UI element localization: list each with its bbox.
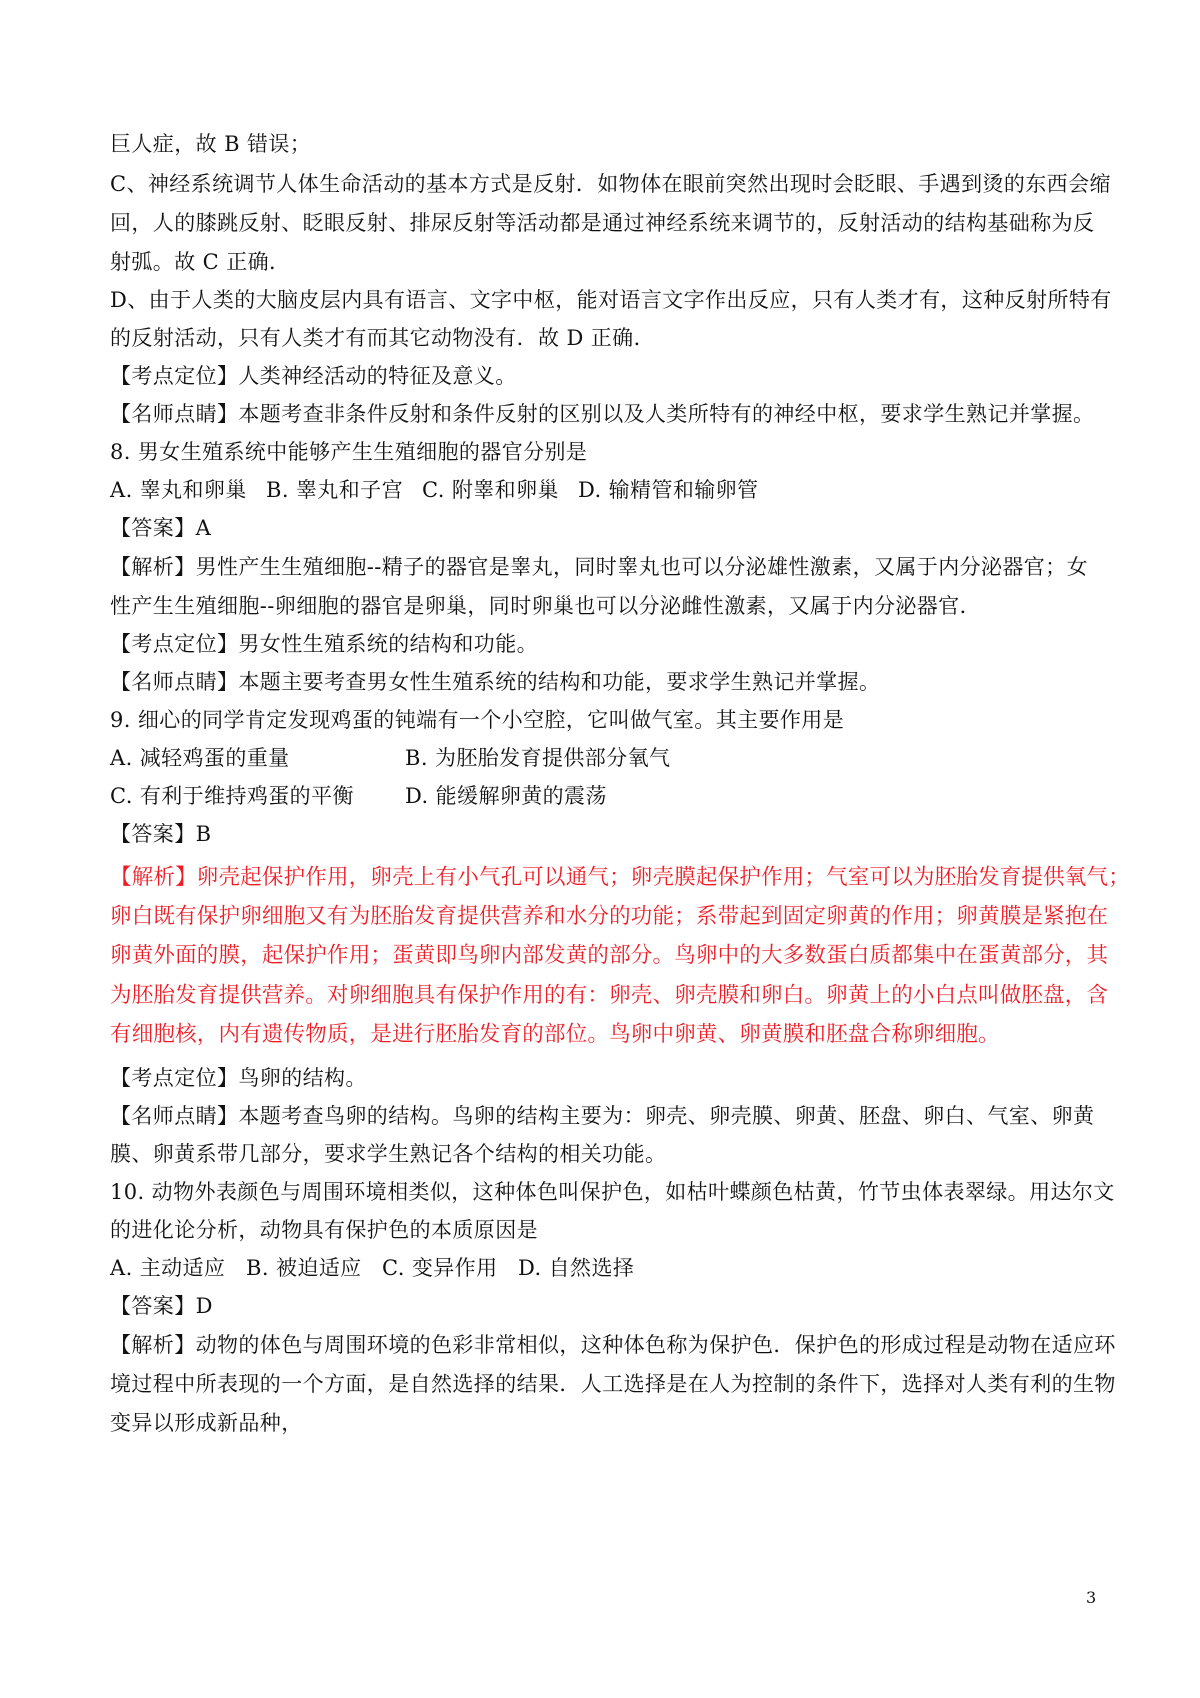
q9-tip: 【名师点睛】本题考查鸟卵的结构。鸟卵的结构主要为：卵壳、卵壳膜、卵黄、胚盘、卵白、气室、卵黄 bbox=[110, 1104, 1095, 1128]
q10-options bbox=[110, 1254, 634, 1282]
question-10: 10. 动物外表颜色与周围环境相类似，这种体色叫保护色，如枯叶蝶颜色枯黄，竹节虫体表翠绿。用达尔文 bbox=[110, 1180, 1115, 1204]
q9-answer: 【答案】B bbox=[110, 822, 212, 846]
q10-analysis: 【解析】动物的体色与周围环境的色彩非常相似，这种体色称为保护色．保护色的形成过程是动物在适应环 bbox=[110, 1333, 1116, 1357]
option-b: B. 为胚胎发育提供部分氧气 bbox=[405, 746, 671, 770]
q9-tip: 膜、卵黄系带几部分，要求学生熟记各个结构的相关功能。 bbox=[110, 1142, 667, 1166]
q10-answer: 【答案】D bbox=[110, 1294, 213, 1318]
text-line: 【考点定位】人类神经活动的特征及意义。 bbox=[110, 364, 517, 388]
text-line: 巨人症，故 B 错误； bbox=[110, 132, 312, 156]
q9-analysis: 有细胞核，内有遗传物质，是进行胚胎发育的部位。鸟卵中卵黄、卵黄膜和胚盘合称卵细胞。 bbox=[110, 1022, 1000, 1047]
q9-point: 【考点定位】鸟卵的结构。 bbox=[110, 1066, 367, 1090]
page-number: 3 bbox=[1086, 1588, 1097, 1607]
q9-options-row1 bbox=[110, 744, 670, 772]
q9-options-row2 bbox=[110, 782, 607, 810]
q10-analysis: 变异以形成新品种， bbox=[110, 1411, 303, 1435]
q9-analysis: 【解析】卵壳起保护作用，卵壳上有小气孔可以通气；卵壳膜起保护作用；气室可以为胚胎发育提供氧气； bbox=[110, 865, 1130, 890]
text-line: 的反射活动，只有人类才有而其它动物没有．故 D 正确． bbox=[110, 326, 655, 350]
question-9: 9. 细心的同学肯定发现鸡蛋的钝端有一个小空腔，它叫做气室。其主要作用是 bbox=[110, 708, 845, 732]
q8-analysis: 【解析】男性产生生殖细胞--精子的器官是睾丸，同时睾丸也可以分泌雄性激素，又属于内分泌器官；女 bbox=[110, 555, 1088, 579]
q8-tip: 【名师点睛】本题主要考查男女性生殖系统的结构和功能，要求学生熟记并掌握。 bbox=[110, 670, 881, 694]
question-8: 8. 男女生殖系统中能够产生生殖细胞的器官分别是 bbox=[110, 440, 588, 464]
q8-options bbox=[110, 476, 758, 504]
q8-point: 【考点定位】男女性生殖系统的结构和功能。 bbox=[110, 632, 538, 656]
q9-analysis: 为胚胎发育提供营养。对卵细胞具有保护作用的有：卵壳、卵壳膜和卵白。卵黄上的小白点叫做胚盘，含 bbox=[110, 983, 1109, 1008]
option-b: B. 睾丸和子宫 bbox=[266, 478, 403, 502]
text-line: 射弧。故 C 正确． bbox=[110, 250, 291, 274]
q10-analysis: 境过程中所表现的一个方面，是自然选择的结果．人工选择是在人为控制的条件下，选择对人类有利的生物 bbox=[110, 1372, 1116, 1396]
text-line: C、神经系统调节人体生命活动的基本方式是反射．如物体在眼前突然出现时会眨眼、手遇到烫的东西会缩 bbox=[110, 172, 1111, 196]
option-d: D. 自然选择 bbox=[518, 1256, 635, 1280]
q8-answer: 【答案】A bbox=[110, 516, 212, 540]
option-a: A. 睾丸和卵巢 bbox=[110, 478, 247, 502]
option-c: C. 变异作用 bbox=[382, 1256, 498, 1280]
text-line: D、由于人类的大脑皮层内具有语言、文字中枢，能对语言文字作出反应，只有人类才有，这种反射所特有 bbox=[110, 288, 1112, 312]
text-line: 回，人的膝跳反射、眨眼反射、排尿反射等活动都是通过神经系统来调节的，反射活动的结构基础称为反 bbox=[110, 211, 1095, 235]
q9-analysis: 卵白既有保护卵细胞又有为胚胎发育提供营养和水分的功能；系带起到固定卵黄的作用；卵黄膜是紧抱在 bbox=[110, 904, 1109, 929]
q9-analysis: 卵黄外面的膜，起保护作用；蛋黄即鸟卵内部发黄的部分。鸟卵中的大多数蛋白质都集中在蛋黄部分，其 bbox=[110, 943, 1109, 968]
option-c: C. 有利于维持鸡蛋的平衡 bbox=[110, 784, 354, 808]
option-b: B. 被迫适应 bbox=[246, 1256, 362, 1280]
option-a: A. 减轻鸡蛋的重量 bbox=[110, 746, 290, 770]
option-a: A. 主动适应 bbox=[110, 1256, 226, 1280]
option-c: C. 附睾和卵巢 bbox=[422, 478, 559, 502]
option-d: D. 输精管和输卵管 bbox=[578, 478, 759, 502]
question-10: 的进化论分析，动物具有保护色的本质原因是 bbox=[110, 1218, 538, 1242]
q8-analysis: 性产生生殖细胞--卵细胞的器官是卵巢，同时卵巢也可以分泌雌性激素，又属于内分泌器官． bbox=[110, 594, 981, 618]
option-d: D. 能缓解卵黄的震荡 bbox=[405, 784, 607, 808]
text-line: 【名师点睛】本题考查非条件反射和条件反射的区别以及人类所特有的神经中枢，要求学生熟记并掌握。 bbox=[110, 402, 1095, 426]
